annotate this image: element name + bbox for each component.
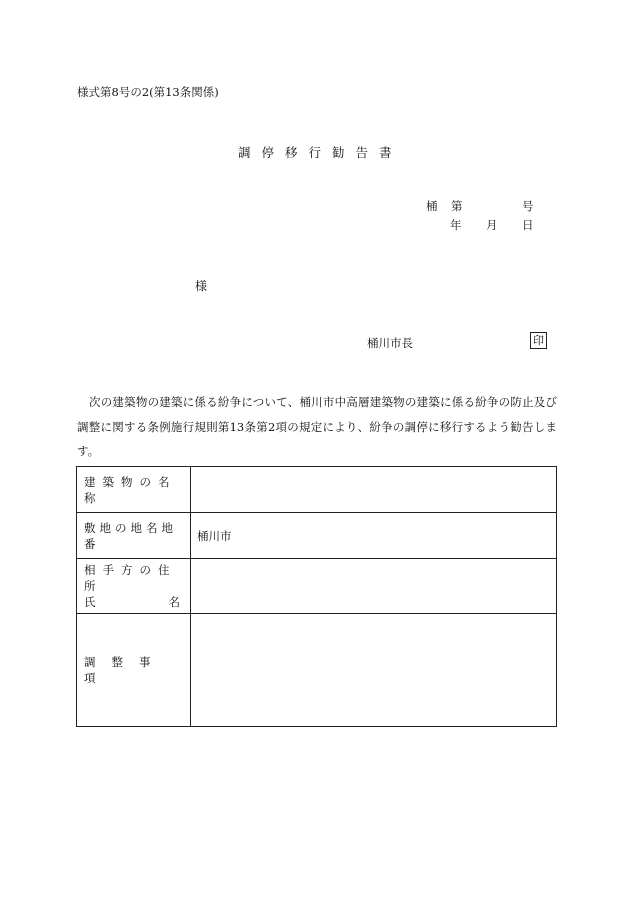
label-counterparty-name-a: 氏 bbox=[84, 595, 96, 609]
table-row bbox=[77, 513, 557, 559]
reference-prefix: 桶 bbox=[426, 199, 438, 213]
issuer-title: 桶川市長 bbox=[367, 336, 413, 350]
table-row bbox=[77, 467, 557, 513]
value-site-address: 桶川市 bbox=[191, 513, 557, 559]
value-building-name bbox=[191, 467, 557, 513]
label-counterparty-name bbox=[84, 594, 180, 610]
seal-mark: 印 bbox=[530, 332, 547, 349]
addressee-honorific: 様 bbox=[195, 279, 208, 293]
date-month: 月 bbox=[486, 218, 498, 232]
value-counterparty bbox=[191, 559, 557, 614]
label-counterparty-name-b: 名 bbox=[168, 595, 180, 609]
info-table bbox=[76, 466, 557, 727]
label-adjustment-items: 調整事項 bbox=[77, 614, 191, 727]
reference-go: 号 bbox=[522, 199, 534, 213]
label-building-name: 建築物の名称 bbox=[77, 467, 191, 513]
table-row bbox=[77, 559, 557, 614]
body-text: 次の建築物の建築に係る紛争について、桶川市中高層建築物の建築に係る紛争の防止及び調整に関する条例施行規則第13条第2項の規定により、紛争の調停に移行するよう勧告します。 bbox=[77, 395, 557, 458]
reference-dai: 第 bbox=[451, 199, 463, 213]
date-day: 日 bbox=[522, 218, 534, 232]
label-site-address: 敷地の地名地番 bbox=[77, 513, 191, 559]
value-adjustment-items bbox=[191, 614, 557, 727]
label-counterparty bbox=[77, 559, 191, 614]
table-row bbox=[77, 614, 557, 727]
form-number: 様式第8号の2(第13条関係) bbox=[77, 85, 219, 99]
date-year: 年 bbox=[450, 218, 462, 232]
label-counterparty-address: 相手方の住所 bbox=[84, 563, 177, 593]
document-title: 調停移行勧告書 bbox=[238, 145, 403, 160]
